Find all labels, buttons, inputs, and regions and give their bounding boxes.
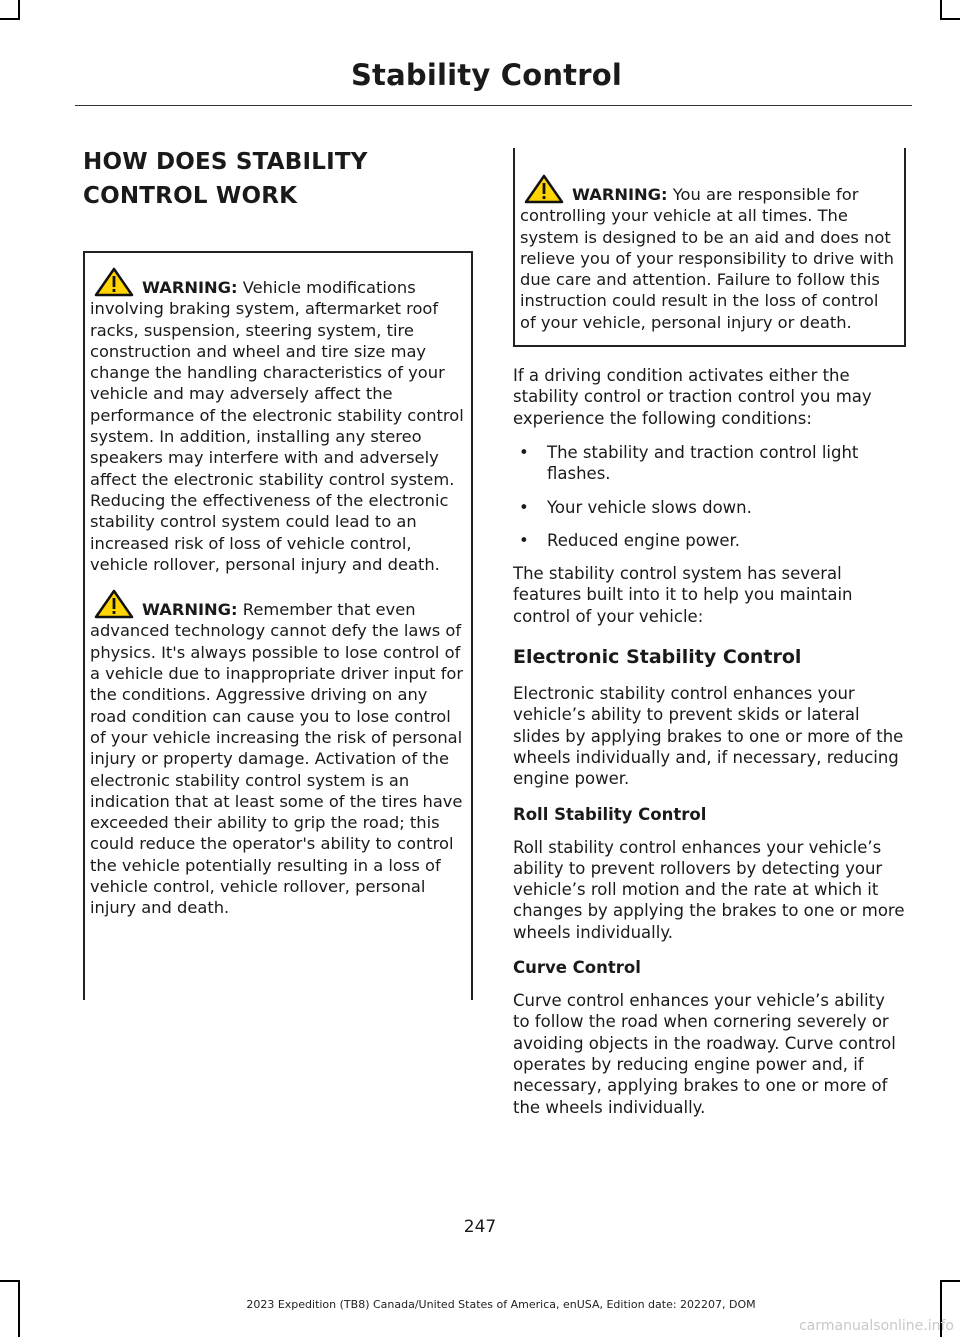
features-paragraph: The stability control system has several features built into it to help you maintain control of your vehicle:: [513, 564, 853, 626]
warning-text: Remember that even advanced technology cannot defy the laws of physics. It's always possible to lose control of a vehicle due to inappropriate driver input for the conditions. Aggressive driving on any road condition can cause you to lose control of your vehicle increasing the risk of personal injury or property damage. Activation of the electronic stability control system is an indication that at least some of the tires have exceeded their ability to grip the road; this could reduce the operator's ability to control the vehicle potentially resulting in a loss of vehicle control, vehicle rollover, personal injury and death.: [90, 600, 464, 918]
left-column: [83, 145, 473, 1000]
conditions-list: [513, 442, 906, 551]
warning-box-left: [83, 251, 473, 1000]
crop-mark-top-left-h: [0, 18, 20, 20]
warning-label: WARNING:: [572, 185, 668, 204]
page-number: 247: [463, 1217, 497, 1237]
list-item: • The stability and traction control light flashes.: [513, 442, 906, 485]
crop-mark-top-right: [940, 0, 942, 20]
warning-label: WARNING:: [142, 278, 238, 297]
edition-footer: 2023 Expedition (TB8) Canada/United States of America, enUSA, Edition date: 202207, DOM: [246, 1298, 756, 1311]
list-item: • Your vehicle slows down.: [513, 497, 906, 518]
intro-paragraph: If a driving condition activates either the stability control or traction control you may experience the following conditions:: [513, 366, 872, 428]
crop-mark-bottom-left-h: [0, 1280, 20, 1282]
list-item: • Reduced engine power.: [513, 530, 906, 551]
crop-mark-top-left: [18, 0, 20, 20]
warning-paragraph: [90, 589, 464, 918]
esc-heading: Electronic Stability Control: [513, 646, 802, 669]
rsc-paragraph: Roll stability control enhances your vehicle’s ability to prevent rollovers by detecting your vehicle’s roll motion and the rate at which it changes by applying the brakes to one or more wheels individually.: [513, 837, 905, 942]
crop-mark-top-right-h: [940, 18, 960, 20]
warning-paragraph: [520, 174, 897, 333]
warning-paragraph: [90, 267, 464, 575]
section-title: [83, 145, 473, 213]
watermark: carmanualsonline.info: [799, 1318, 954, 1334]
esc-paragraph: Electronic stability control enhances your vehicle’s ability to prevent skids or lateral slides by applying brakes to one or more of the wheels individually and, if necessary, reducing engine power.: [513, 684, 904, 789]
warning-box-right: [513, 148, 906, 347]
warning-triangle-icon: [524, 174, 564, 204]
curve-control-heading: Curve Control: [513, 958, 641, 978]
warning-text: Vehicle modifications involving braking system, aftermarket roof racks, suspension, steering system, tire construction and wheel and tire size may change the handling characteristics of your vehicle and may adversely affect the performance of the electronic stability control system. In addition, installing any stereo speakers may interfere with and adversely affect the electronic stability control system. Reducing the effectiveness of the electronic stability control system could lead to an increased risk of loss of vehicle control, vehicle rollover, personal injury and death.: [90, 278, 464, 574]
section-title-line-1: HOW DOES STABILITY: [83, 149, 368, 175]
warning-triangle-icon: [94, 267, 134, 297]
warning-text: You are responsible for controlling your vehicle at all times. The system is designed to be an aid and does not relieve you of your responsibility to drive with due care and attention. Failure to follow this instruction could result in the loss of control of your vehicle, personal injury or death.: [520, 185, 894, 332]
curve-control-paragraph: Curve control enhances your vehicle’s ability to follow the road when cornering severely or avoiding objects in the roadway. Curve control operates by reducing engine power and, if necessary, applying brakes to one or more of the wheels individually.: [513, 991, 896, 1117]
page-title: Stability Control: [350, 58, 622, 92]
warning-triangle-icon: [94, 589, 134, 619]
right-column: [513, 148, 906, 1131]
rsc-heading: Roll Stability Control: [513, 804, 707, 824]
section-title-line-2: CONTROL WORK: [83, 183, 298, 209]
crop-mark-bottom-right-h: [940, 1280, 960, 1282]
warning-label: WARNING:: [142, 600, 238, 620]
header-divider: [75, 105, 912, 106]
